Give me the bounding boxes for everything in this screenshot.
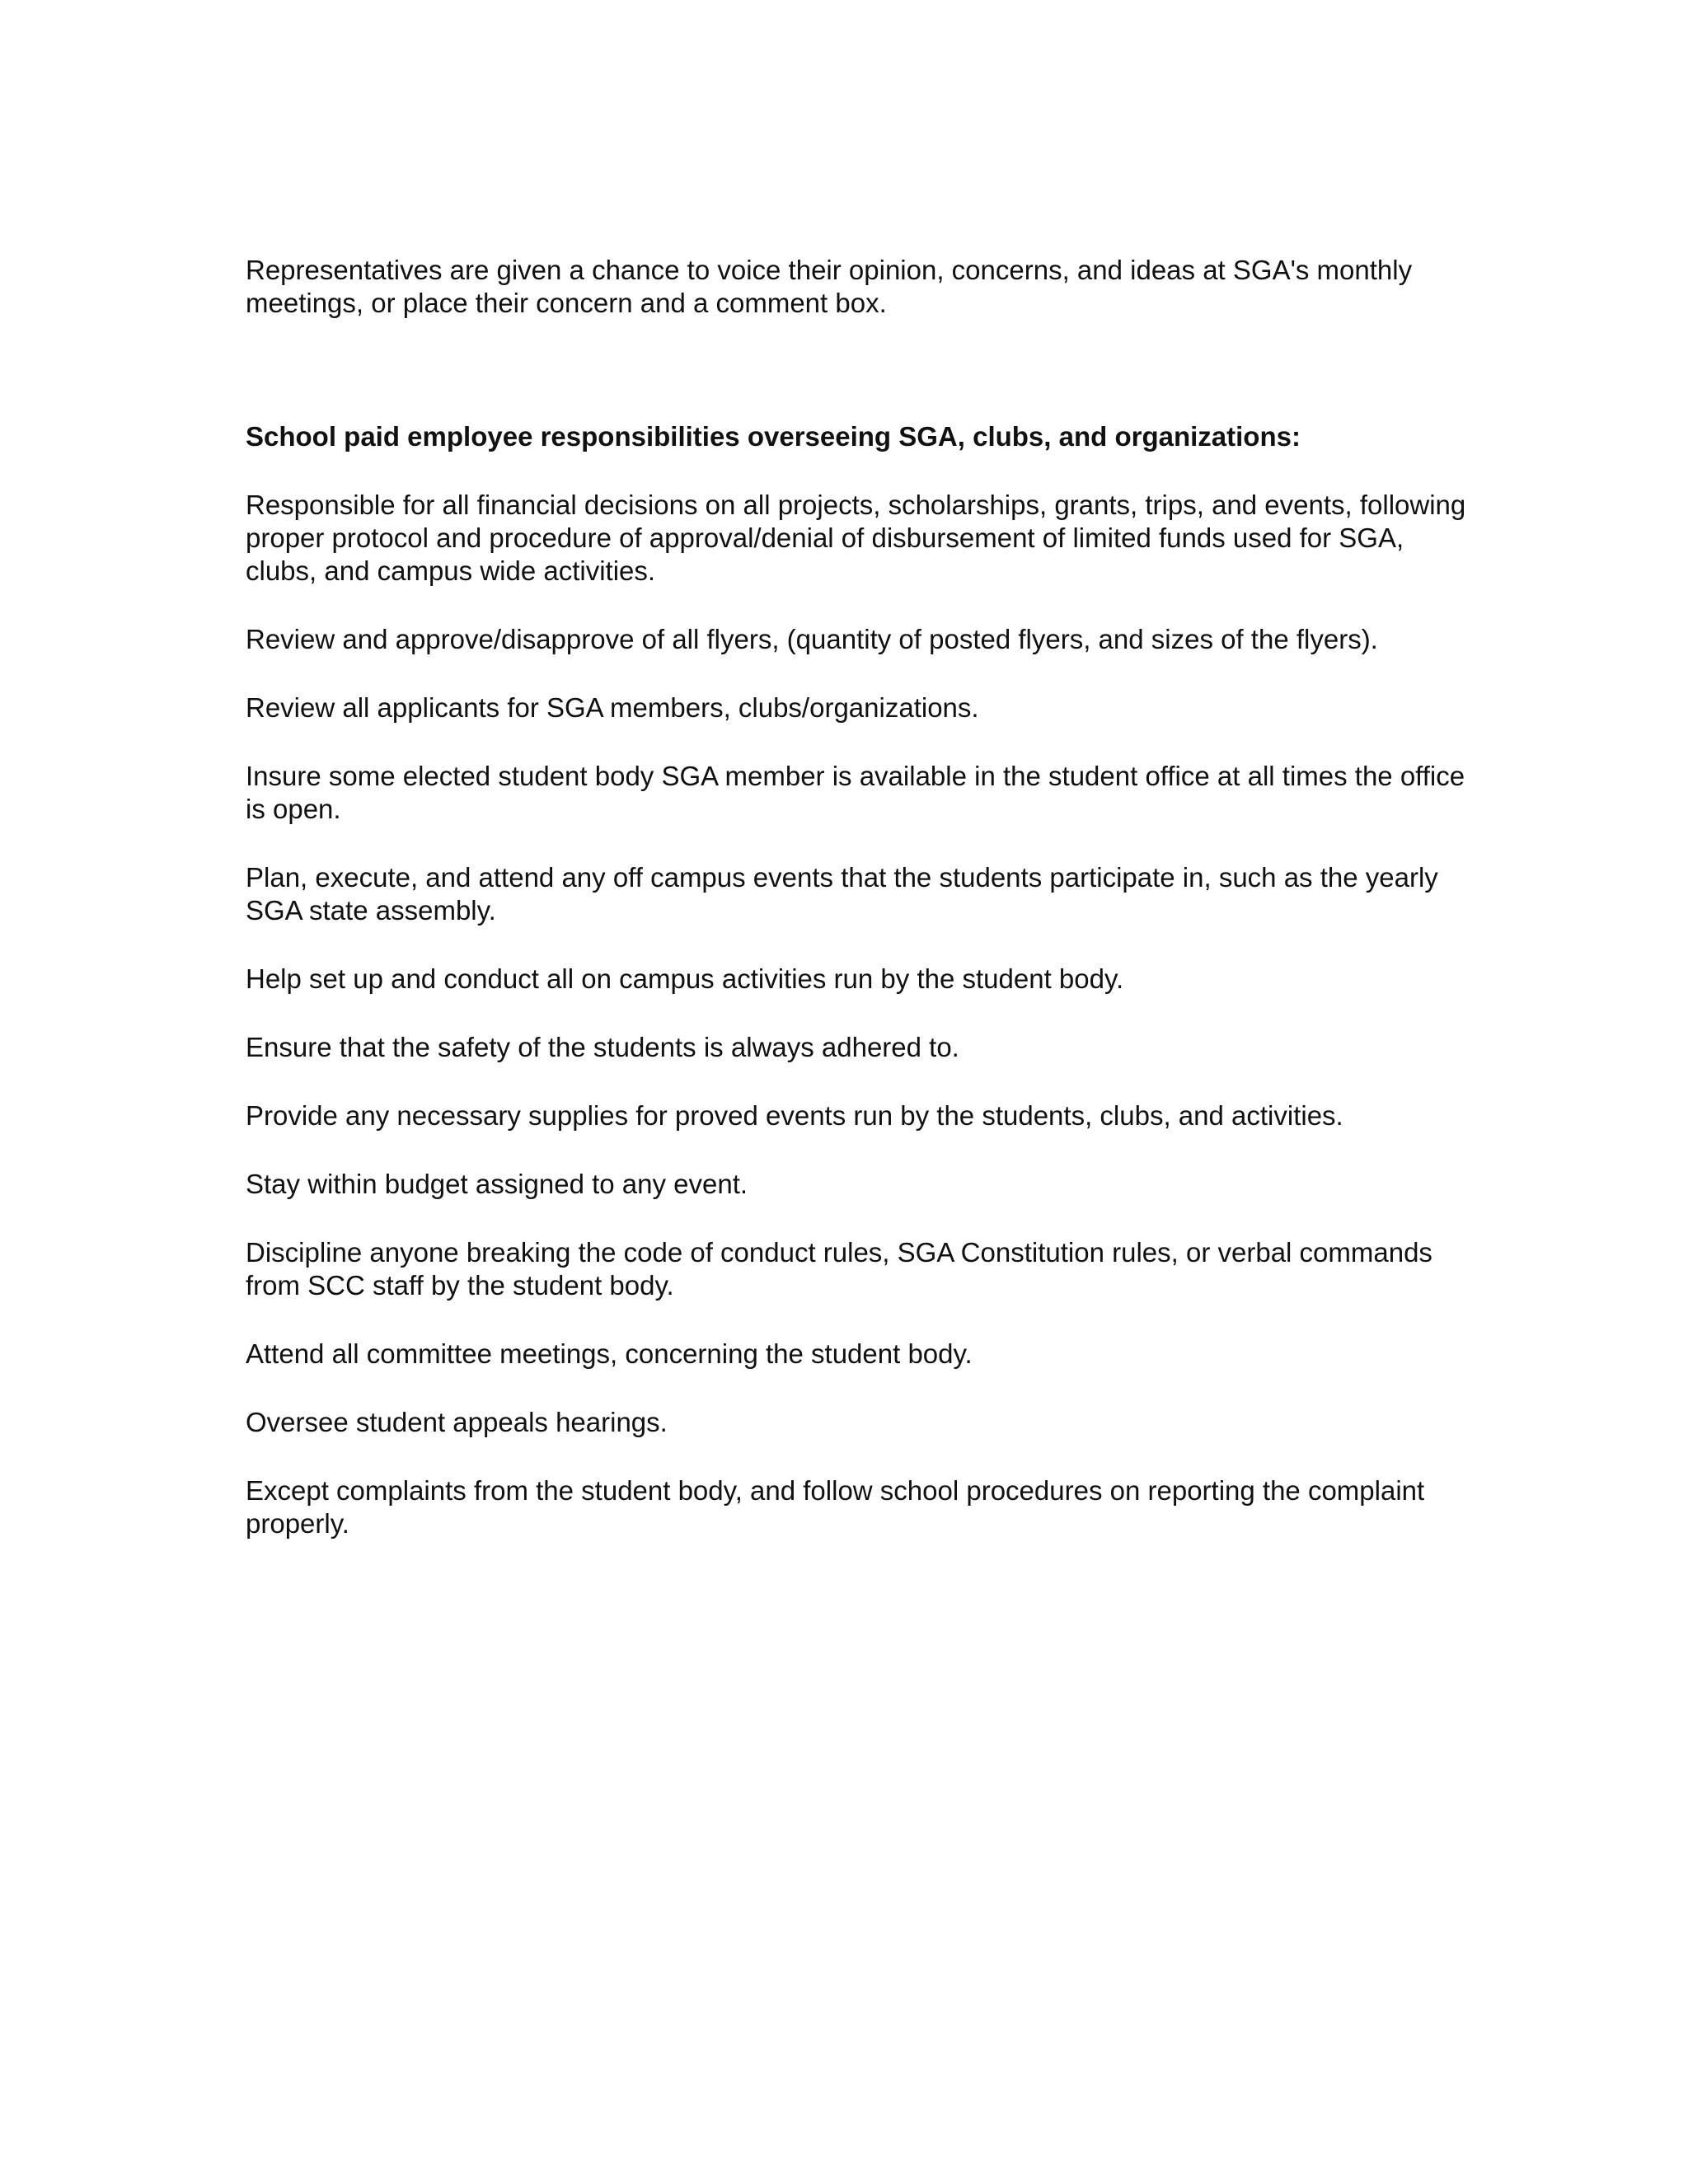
responsibility-paragraph: Stay within budget assigned to any event. (246, 1169, 748, 1199)
responsibility-paragraph: Attend all committee meetings, concerning the student body. (246, 1338, 973, 1369)
document-body (246, 254, 1474, 1576)
responsibility-paragraph: Responsible for all financial decisions on all projects, scholarships, grants, trips, and events, following proper protocol and procedure of approval/denial of disbursement of limited funds used for SGA, clubs, and campus wide activities. (246, 490, 1466, 586)
section-heading: School paid employee responsibilities overseeing SGA, clubs, and organizations: (246, 421, 1301, 452)
responsibility-paragraph: Plan, execute, and attend any off campus events that the students participate in, such as the yearly SGA state assembly. (246, 862, 1438, 926)
responsibility-paragraph: Oversee student appeals hearings. (246, 1407, 668, 1437)
responsibility-paragraph: Review and approve/disapprove of all flyers, (quantity of posted flyers, and sizes of the flyers). (246, 624, 1378, 654)
responsibility-paragraph: Except complaints from the student body, and follow school procedures on reporting the complaint properly. (246, 1475, 1425, 1539)
responsibility-paragraph: Review all applicants for SGA members, clubs/organizations. (246, 692, 979, 723)
responsibility-paragraph: Insure some elected student body SGA member is available in the student office at all times the office is open. (246, 761, 1465, 824)
responsibility-paragraph: Ensure that the safety of the students is always adhered to. (246, 1032, 959, 1062)
responsibility-paragraph: Help set up and conduct all on campus activities run by the student body. (246, 963, 1124, 994)
responsibility-paragraph: Provide any necessary supplies for proved events run by the students, clubs, and activities. (246, 1100, 1343, 1131)
intro-paragraph: Representatives are given a chance to voice their opinion, concerns, and ideas at SGA's monthly meetings, or place their concern and a comment box. (246, 255, 1413, 318)
responsibility-paragraph: Discipline anyone breaking the code of conduct rules, SGA Constitution rules, or verbal commands from SCC staff by the student body. (246, 1237, 1432, 1301)
